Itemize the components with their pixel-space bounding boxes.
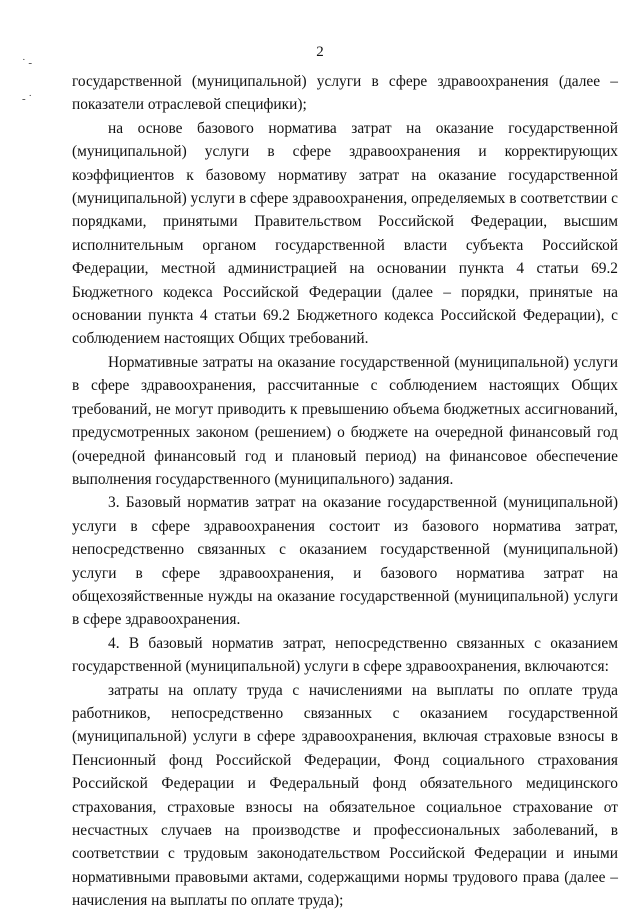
paragraph: затраты на оплату труда с начислениями на выплаты по оплате труда работников, непосредственно связанных с оказанием государственной (муниципальной) услуги в сфере здравоохранения, включая страховые взносы в Пенсионный фонд Российской Федерации, Фонд социального страхования Российской Федерации и Федеральный фонд обязательного медицинского страхования, страховые взносы на обязательное социальное страхование от несчастных случаев на производстве и профессиональных заболеваний, в соответствии с трудовым законодательством Российской Федерации и иными нормативными правовыми актами, содержащими нормы трудового права (далее – начисления на выплаты по оплате труда);: [72, 681, 618, 910]
paragraph-continuation: государственной (муниципальной) услуги в сфере здравоохранения (далее – показатели отраслевой специфики);: [72, 73, 618, 114]
paragraph-item-4: 4. В базовый норматив затрат, непосредственно связанных с оказанием государственной (муниципальной) услуги в сфере здравоохранения, включаются:: [72, 634, 618, 676]
scan-mark: ˙ -: [22, 57, 33, 69]
document-body: [72, 70, 618, 913]
paragraph: на основе базового норматива затрат на оказание государственной (муниципальной) услуги в сфере здравоохранения и корректирующих коэффициентов к базовому нормативу затрат на оказание государственной (муниципальной) услуги в сфере здравоохранения, определяемых в соответствии с порядками, принятыми Правительством Российской Федерации, высшим исполнительным органом государственной власти субъекта Российской Федерации, местной администрацией на основании пункта 4 статьи 69.2 Бюджетного кодекса Российской Федерации (далее – порядки, принятые на основании пункта 4 статьи 69.2 Бюджетного кодекса Российской Федерации), с соблюдением настоящих Общих требований.: [72, 119, 618, 348]
paragraph: Нормативные затраты на оказание государственной (муниципальной) услуги в сфере здравоохранения, рассчитанные с соблюдением настоящих Общих требований, не могут приводить к превышению объема бюджетных ассигнований, предусмотренных законом (решением) о бюджете на очередной финансовый год (очередной финансовый год и плановый период) на финансовое обеспечение выполнения государственного (муниципального) задания.: [72, 353, 618, 488]
paragraph-item-3: 3. Базовый норматив затрат на оказание государственной (муниципальной) услуги в сфере здравоохранения состоит из базового норматива затрат, непосредственно связанных с оказанием государственной (муниципальной) услуги в сфере здравоохранения, и базового норматива затрат на общехозяйственные нужды на оказание государственной (муниципальной) услуги в сфере здравоохранения.: [72, 494, 618, 629]
scan-mark: - ˙: [22, 93, 33, 105]
page-number: 2: [316, 44, 324, 60]
